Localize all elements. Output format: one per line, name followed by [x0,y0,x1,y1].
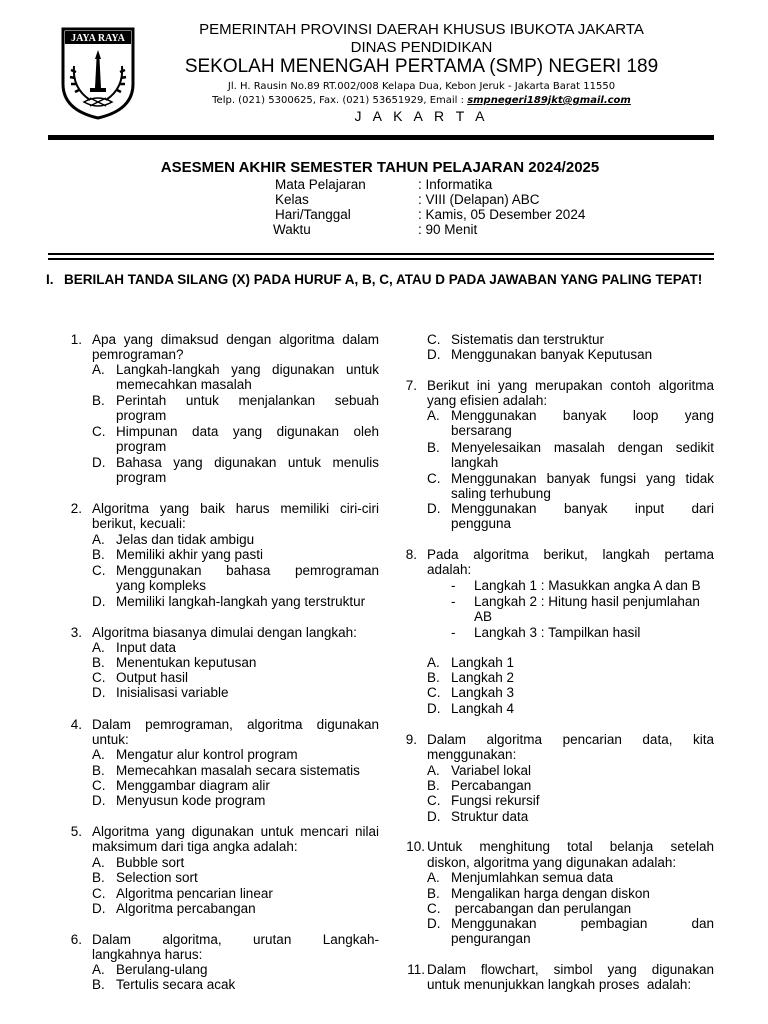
option-letter: A. [92,962,105,977]
question-text: pemrograman? [92,347,184,362]
option-text: program [116,408,167,423]
option-letter: D. [92,793,106,808]
option-letter: B. [92,870,105,885]
section-number: I. [46,272,54,287]
option-text: program [116,470,167,485]
option-letter: A. [92,640,105,655]
option-letter: C. [427,685,441,700]
option-letter: C. [92,670,106,685]
meta-value: : 90 Menit [418,222,478,237]
option-text: bersarang [451,423,512,438]
option-letter: B. [92,977,105,992]
option-letter: D. [427,809,441,824]
option-text: Perintah untuk menjalankan sebuah [116,393,379,408]
question-text: maksimum dari tiga angka adalah: [92,839,298,854]
question-number: 8. [405,547,417,562]
email-link[interactable]: smpnegeri189jkt@gmail.com [467,95,631,106]
question-text: Dalam flowchart, simbol yang digunakan [427,962,714,977]
question-text: Untuk menghitung total belanja setelah [427,839,714,854]
question-number: 10. [406,839,425,854]
question-text: Apa yang dimaksud dengan algoritma dalam [92,332,379,347]
question-text: untuk menunjukkan langkah proses adalah: [427,977,692,992]
option-letter: C. [92,778,106,793]
option-text: Mengatur alur kontrol program [116,747,298,762]
meta-key: Hari/Tanggal [275,207,351,222]
question-number: 11. [407,962,425,977]
option-text: Menggambar diagram alir [116,778,270,793]
option-text: Menjumlahkan semua data [451,870,614,885]
option-text: Jelas dan tidak ambigu [116,532,255,547]
option-text: Algoritma percabangan [116,901,256,916]
option-letter: C. [92,886,106,901]
question-text: berikut, kecuali: [92,516,186,531]
exam-title: ASESMEN AKHIR SEMESTER TAHUN PELAJARAN 2024/2025 [160,159,600,176]
meta-key: Mata Pelajaran [275,177,366,192]
question-number: 1. [70,332,82,347]
option-text: Variabel lokal [451,763,532,778]
question-text: Algoritma biasanya dimulai dengan langkah: [92,625,357,640]
option-letter: A. [427,655,440,670]
option-letter: B. [427,670,440,685]
option-letter: B. [92,763,105,778]
algorithm-step: AB [474,609,493,624]
question-text: yang efisien adalah: [427,393,548,408]
option-letter: D. [92,685,106,700]
option-text: Selection sort [116,870,198,885]
option-text: yang kompleks [116,578,207,593]
option-text: Menggunakan bahasa pemrograman [116,563,379,578]
question-text: Dalam algoritma, urutan Langkah- [92,932,379,947]
bullet-dash: - [451,578,456,593]
city-name: J A K A R T A [354,108,489,124]
option-letter: A. [427,870,440,885]
school-address: Jl. H. Rausin No.89 RT.002/008 Kelapa Dua, Kebon Jeruk - Jakarta Barat 11550 [227,81,616,92]
option-letter: D. [92,594,106,609]
bullet-dash: - [451,594,456,609]
option-text: Inisialisasi variable [116,685,229,700]
title-divider [48,253,714,255]
option-letter: D. [427,916,441,931]
option-text: program [116,439,167,454]
option-letter: B. [427,886,440,901]
option-text: memecahkan masalah [116,377,252,392]
option-letter: B. [427,440,440,455]
option-text: Menggunakan banyak input dari [451,501,714,516]
option-text: Fungsi rekursif [451,793,540,808]
question-text: Algoritma yang digunakan untuk mencari nilai [92,824,379,839]
question-text: untuk: [92,732,129,747]
question-text: langkahnya harus: [92,947,203,962]
question-number: 9. [405,732,417,747]
option-letter: C. [427,332,441,347]
bullet-dash: - [451,625,456,640]
meta-key: Kelas [275,192,309,207]
option-letter: C. [427,793,441,808]
gov-header: PEMERINTAH PROVINSI DAERAH KHUSUS IBUKOTA JAKARTA [199,21,644,38]
option-letter: A. [92,362,105,377]
question-text: diskon, algoritma yang digunakan adalah: [427,855,677,870]
option-text: Input data [116,640,177,655]
meta-key: Waktu [273,222,311,237]
option-text: Bubble sort [116,855,185,870]
title-divider [48,258,714,260]
algorithm-step: Langkah 2 : Hitung hasil penjumlahan [474,594,700,609]
option-text: Menggunakan banyak fungsi yang tidak [451,471,714,486]
option-text: Memiliki akhir yang pasti [116,547,264,562]
algorithm-step: Langkah 3 : Tampilkan hasil [474,625,641,640]
option-letter: A. [92,855,105,870]
school-contact [145,95,698,107]
dept-header: DINAS PENDIDIKAN [350,39,493,56]
option-text: Himpunan data yang digunakan oleh [116,424,379,439]
question-number: 5. [70,824,82,839]
meta-value: : VIII (Delapan) ABC [418,192,540,207]
option-text: Struktur data [451,809,529,824]
option-text: Memiliki langkah-langkah yang terstruktur [116,594,366,609]
option-letter: C. [427,901,441,916]
question-number: 3. [70,625,82,640]
option-letter: D. [427,501,441,516]
option-letter: A. [427,763,440,778]
jaya-raya-emblem [60,26,136,120]
option-letter: B. [92,547,105,562]
option-letter: D. [427,347,441,362]
question-text: Pada algoritma berikut, langkah pertama [427,547,714,562]
option-letter: C. [92,563,106,578]
option-letter: C. [427,471,441,486]
svg-text:JAYA RAYA: JAYA RAYA [71,33,125,44]
option-text: Langkah 4 [451,701,515,716]
meta-value: : Kamis, 05 Desember 2024 [418,207,586,222]
option-text: Sistematis dan terstruktur [451,332,605,347]
option-text: Bahasa yang digunakan untuk menulis [116,455,379,470]
option-letter: A. [92,747,105,762]
option-text: percabangan dan perulangan [451,901,632,916]
option-text: Berulang-ulang [116,962,208,977]
meta-value: : Informatika [418,177,493,192]
option-text: Menyelesaikan masalah dengan sedikit [451,440,714,455]
school-name: SEKOLAH MENENGAH PERTAMA (SMP) NEGERI 189 [184,56,659,77]
option-text: Output hasil [116,670,189,685]
option-letter: A. [92,532,105,547]
option-text: Langkah 3 [451,685,515,700]
section-instruction: BERILAH TANDA SILANG (X) PADA HURUF A, B, C, ATAU D PADA JAWABAN YANG PALING TEPAT! [64,272,703,287]
option-text: Menggunakan pembagian dan [451,916,714,931]
question-number: 4. [70,717,82,732]
question-number: 2. [70,501,82,516]
option-text: Langkah-langkah yang digunakan untuk [116,362,379,377]
question-text: adalah: [427,562,472,577]
option-text: saling terhubung [451,486,551,501]
option-letter: B. [92,393,105,408]
option-text: Langkah 2 [451,670,515,685]
option-letter: D. [427,701,441,716]
option-text: Menyusun kode program [116,793,266,808]
option-letter: B. [427,778,440,793]
option-text: Menggunakan banyak Keputusan [451,347,653,362]
option-letter: D. [92,901,106,916]
option-text: Memecahkan masalah secara sistematis [116,763,360,778]
question-text: Berikut ini yang merupakan contoh algoritma [427,378,714,393]
option-text: pengurangan [451,931,531,946]
option-text: Menggunakan banyak loop yang [451,408,714,423]
option-text: Menentukan keputusan [116,655,257,670]
question-text: Algoritma yang baik harus memiliki ciri-ciri [92,501,379,516]
option-text: Percabangan [451,778,532,793]
option-letter: D. [92,455,106,470]
question-number: 6. [70,932,82,947]
option-text: Langkah 1 [451,655,515,670]
option-text: pengguna [451,516,512,531]
option-text: Algoritma pencarian linear [116,886,273,901]
question-text: menggunakan: [427,747,517,762]
option-text: Mengalikan harga dengan diskon [451,886,650,901]
question-text: Dalam algoritma pencarian data, kita [427,732,714,747]
header-divider [48,135,714,140]
emblem-icon [60,26,136,120]
algorithm-step: Langkah 1 : Masukkan angka A dan B [474,578,701,593]
option-text: langkah [451,455,499,470]
option-text: Tertulis secara acak [116,977,236,992]
option-letter: A. [427,408,440,423]
question-text: Dalam pemrograman, algoritma digunakan [92,717,379,732]
option-letter: C. [92,424,106,439]
option-letter: B. [92,655,105,670]
question-number: 7. [405,378,417,393]
contact-text: Telp. (021) 5300625, Fax. (021) 53651929, Email : [212,95,468,106]
